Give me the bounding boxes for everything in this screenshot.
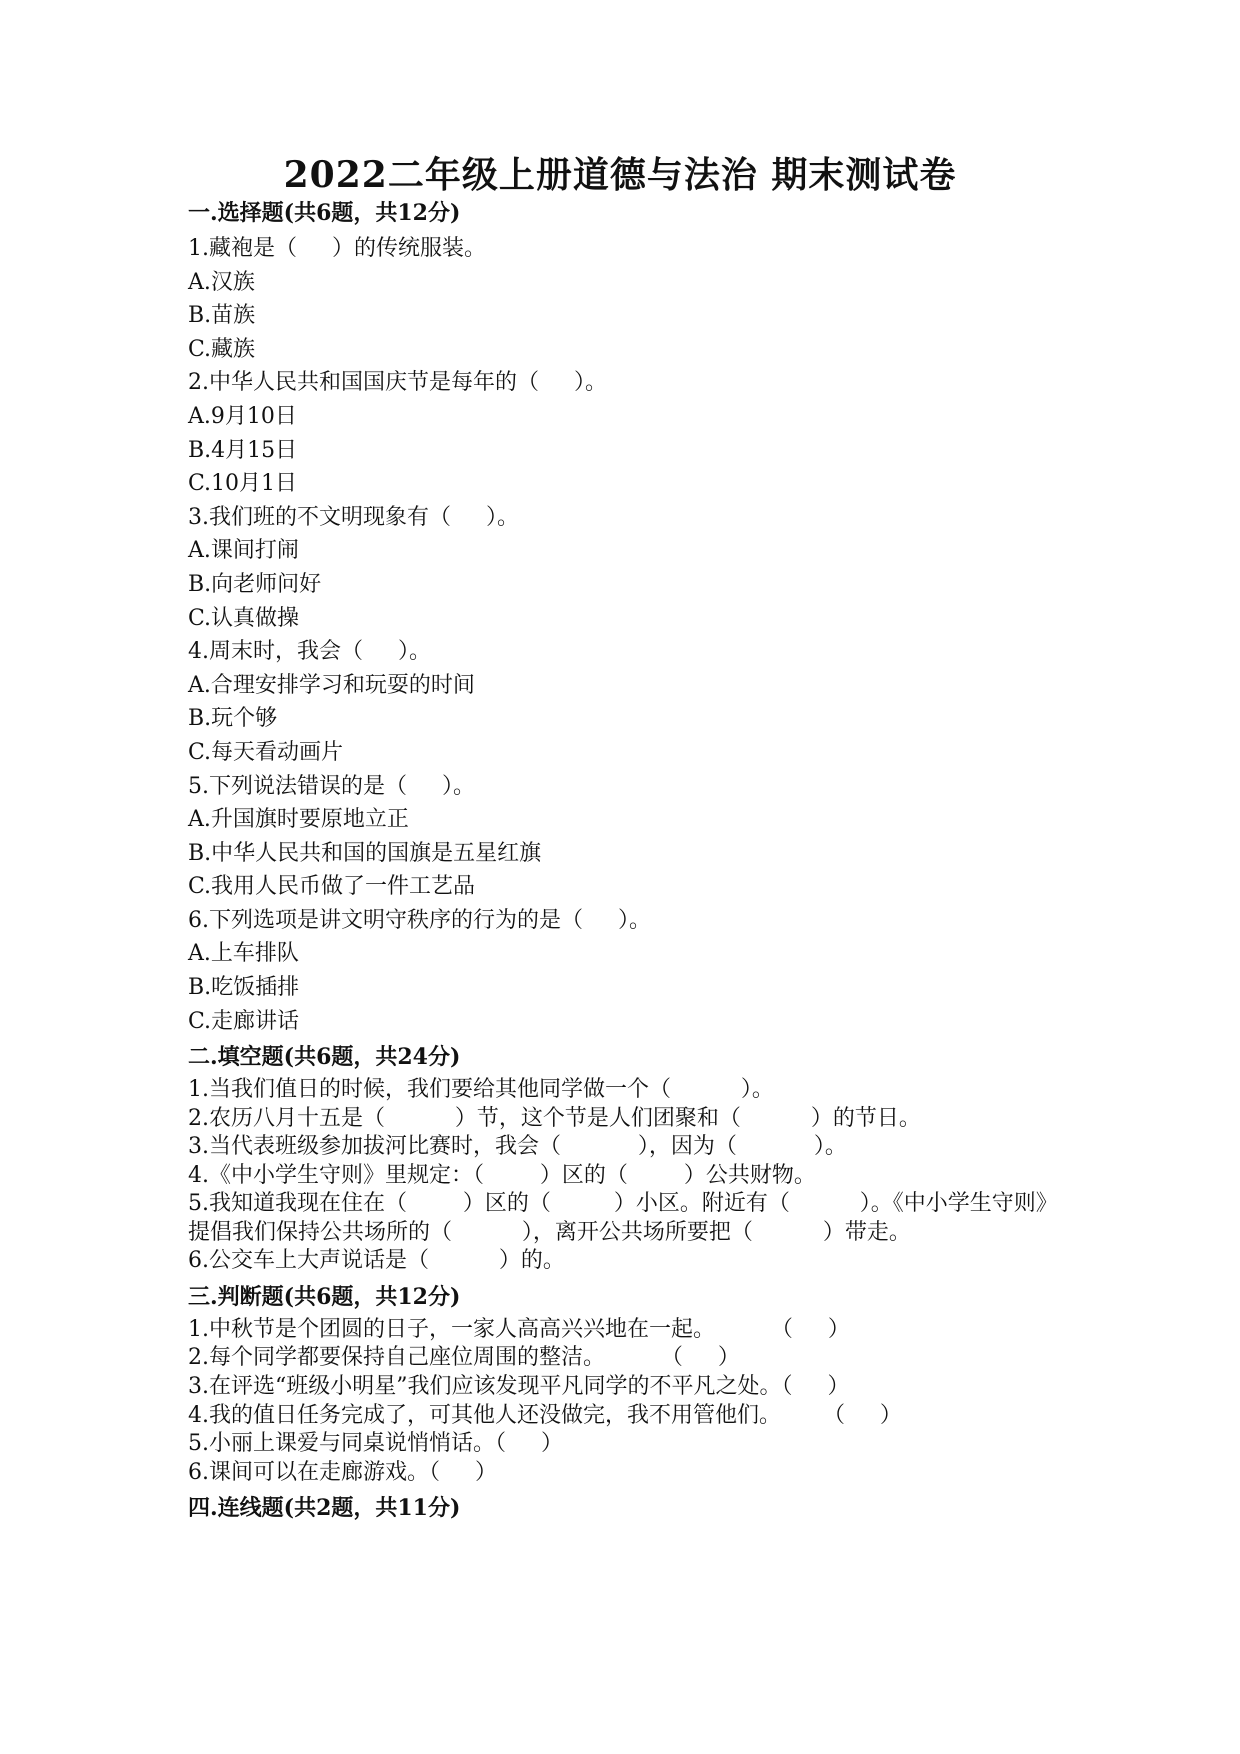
question-line: 5.小丽上课爱与同桌说悄悄话。（ ） xyxy=(188,1431,563,1457)
option-line: A.课间打闹 xyxy=(188,538,299,564)
section-heading-choice: 一.选择题(共6题，共12分) xyxy=(188,200,461,226)
exam-title: 2022二年级上册道德与法治 期末测试卷 xyxy=(283,154,957,196)
option-line: A.9月10日 xyxy=(188,403,297,429)
section-heading-match: 四.连线题(共2题，共11分) xyxy=(188,1495,461,1522)
question-line: 2.农历八月十五是（ ）节，这个节是人们团聚和（ ）的节日。 xyxy=(188,1105,921,1131)
fill-questions xyxy=(188,1076,1058,1276)
option-line: B.中华人民共和国的国旗是五星红旗 xyxy=(188,840,542,866)
question-line: 2.每个同学都要保持自己座位周围的整洁。 （ ） xyxy=(188,1345,740,1371)
option-line: A.升国旗时要原地立正 xyxy=(188,807,409,833)
exam-content xyxy=(188,198,1058,1523)
section-heading-judge: 三.判断题(共6题，共12分) xyxy=(188,1283,461,1310)
option-line: A.汉族 xyxy=(188,269,255,295)
question-line: 5.下列说法错误的是（ ）。 xyxy=(188,773,475,799)
section-heading-fill: 二.填空题(共6题，共24分) xyxy=(188,1044,461,1071)
question-line: 4.周末时，我会（ ）。 xyxy=(188,639,431,665)
option-line: C.走廊讲话 xyxy=(188,1008,300,1034)
option-line: B.吃饭插排 xyxy=(188,975,300,1001)
option-line: A.合理安排学习和玩耍的时间 xyxy=(188,672,475,698)
question-line: 2.中华人民共和国国庆节是每年的（ ）。 xyxy=(188,370,607,396)
option-line: B.苗族 xyxy=(188,303,256,329)
question-line: 3.我们班的不文明现象有（ ）。 xyxy=(188,504,519,530)
question-line: 5.我知道我现在住在（ ）区的（ ）小区。附近有（ ）。《中小学生守则》提倡我们保持公共场所的（ ），离开公共场所要把（ ）带走。 xyxy=(188,1191,1058,1245)
judge-questions xyxy=(188,1316,1058,1488)
question-line: 3.在评选“班级小明星”我们应该发现平凡同学的不平凡之处。（ ） xyxy=(188,1373,850,1399)
option-line: B.向老师问好 xyxy=(188,571,322,597)
question-line: 6.课间可以在走廊游戏。（ ） xyxy=(188,1459,497,1485)
choice-questions xyxy=(188,232,1058,1038)
option-line: C.10月1日 xyxy=(188,471,298,497)
option-line: B.4月15日 xyxy=(188,437,298,463)
question-line: 6.公交车上大声说话是（ ）的。 xyxy=(188,1248,565,1274)
question-line: 6.下列选项是讲文明守秩序的行为的是（ ）。 xyxy=(188,907,651,933)
question-line: 4.《中小学生守则》里规定：（ ）区的（ ）公共财物。 xyxy=(188,1162,816,1188)
question-line: 1.藏袍是（ ）的传统服装。 xyxy=(188,236,486,261)
option-line: A.上车排队 xyxy=(188,941,299,967)
option-line: B.玩个够 xyxy=(188,706,278,732)
option-line: C.认真做操 xyxy=(188,605,300,631)
option-line: C.藏族 xyxy=(188,336,256,362)
question-line: 1.中秋节是个团圆的日子，一家人高高兴兴地在一起。 （ ） xyxy=(188,1316,850,1342)
option-line: C.每天看动画片 xyxy=(188,739,344,765)
question-line: 1.当我们值日的时候，我们要给其他同学做一个（ ）。 xyxy=(188,1077,774,1103)
question-line: 3.当代表班级参加拔河比赛时，我会（ ），因为（ ）。 xyxy=(188,1134,847,1160)
question-line: 4.我的值日任务完成了，可其他人还没做完，我不用管他们。 （ ） xyxy=(188,1402,902,1428)
option-line: C.我用人民币做了一件工艺品 xyxy=(188,874,476,900)
